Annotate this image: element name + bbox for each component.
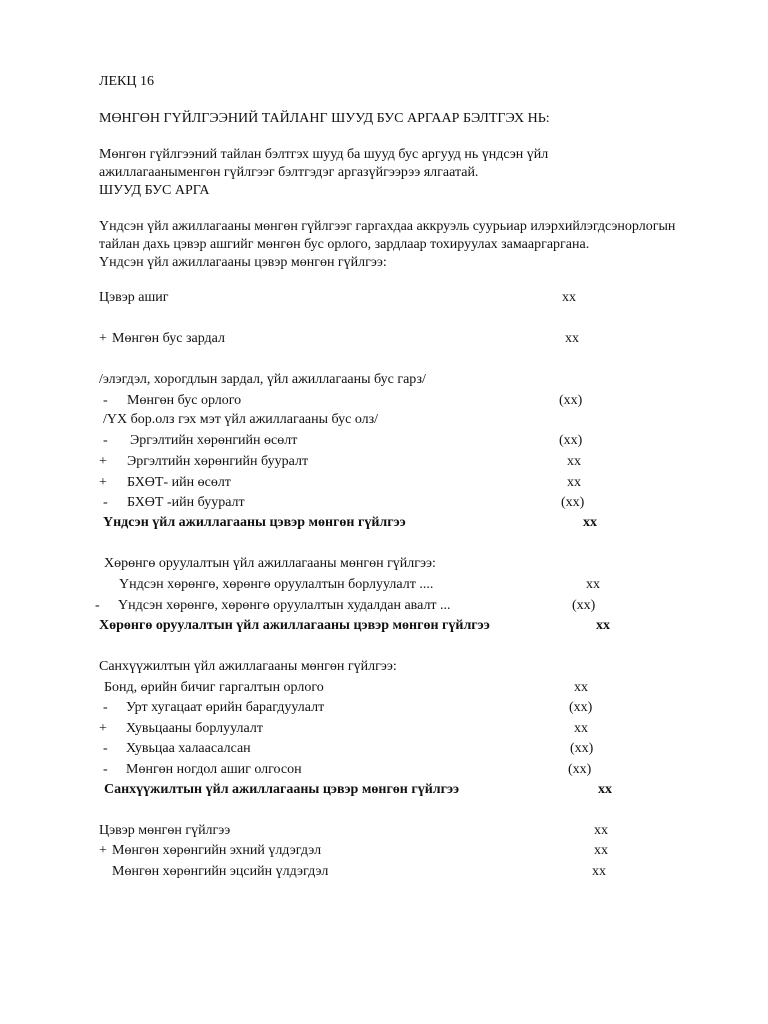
row-value: (xx) [572,598,596,613]
operating-total-label: Үндсэн үйл ажиллагааны цэвэр мөнгөн гүйлгээ [103,515,406,530]
lecture-heading: ЛЕКЦ 16 [99,74,154,89]
row-sign: + [99,843,107,858]
section-header: Хөрөнгө оруулалтын үйл ажиллагааны мөнгөн гүйлгээ: [104,556,436,571]
row-sign: - [103,762,108,777]
method-heading: ШУУД БУС АРГА [99,183,210,198]
investing-total-label: Хөрөнгө оруулалтын үйл ажиллагааны цэвэр мөнгөн гүйлгээ [99,618,490,633]
row-label: БХӨТ- ийн өсөлт [127,475,231,490]
financing-total-label: Санхүүжилтын үйл ажиллагааны цэвэр мөнгөн гүйлгээ [104,782,460,797]
row-sign: - [103,741,108,756]
row-sign: - [103,393,108,408]
row-label: Мөнгөн бус зардал [112,331,225,346]
explain-line: Үндсэн үйл ажиллагааны мөнгөн гүйлгээг гаргахдаа аккруэль суурьиар илэрхийлэгдсэнорлогын [99,219,676,234]
row-sign: + [99,331,107,346]
row-value: xx [586,577,600,592]
row-value: xx [592,864,606,879]
row-label: Үндсэн хөрөнгө, хөрөнгө оруулалтын борлуулалт .... [119,577,434,592]
explain-line: тайлан дахь цэвэр ашгийг мөнгөн бус орлого, зардлаар тохируулах замааргаргана. [99,237,590,252]
explain-line: Үндсэн үйл ажиллагааны цэвэр мөнгөн гүйлгээ: [99,255,387,270]
row-value: (xx) [570,741,594,756]
row-value: (xx) [561,495,585,510]
row-label: Эргэлтийн хөрөнгийн бууралт [127,454,309,469]
row-label: Урт хугацаат өрийн барагдуулалт [126,700,325,715]
operating-total-value: xx [583,515,597,530]
row-sign: - [103,433,108,448]
page-title: МӨНГӨН ГҮЙЛГЭЭНИЙ ТАЙЛАНГ ШУУД БУС АРГААР БЭЛТГЭХ НЬ: [99,111,550,126]
note: /элэгдэл, хорогдлын зардал, үйл ажиллагааны бус гарз/ [99,372,426,387]
note: /ҮХ бор.олз гэх мэт үйл ажиллагааны бус олз/ [103,412,379,427]
row-value: xx [594,823,608,838]
row-value: (xx) [559,393,583,408]
row-label: Эргэлтийн хөрөнгийн өсөлт [130,433,298,448]
row-value: xx [574,680,588,695]
row-label: Үндсэн хөрөнгө, хөрөнгө оруулалтын худалдан авалт ... [118,598,451,613]
row-label: Мөнгөн хөрөнгийн эцсийн үлдэгдэл [112,864,329,879]
row-value: xx [567,475,581,490]
row-value: xx [574,721,588,736]
row-value: (xx) [568,762,592,777]
row-label: Мөнгөн ногдол ашиг олгосон [126,762,302,777]
row-label: БХӨТ -ийн бууралт [127,495,245,510]
row-value: (xx) [569,700,593,715]
row-label: Хувьцаа халаасалсан [126,741,251,756]
row-label: Цэвэр мөнгөн гүйлгээ [99,823,231,838]
row-sign: + [99,454,107,469]
financing-total-value: xx [598,782,612,797]
row-sign: - [103,700,108,715]
row-sign: + [99,475,107,490]
intro-line: Мөнгөн гүйлгээний тайлан бэлтгэх шууд ба шууд бус аргууд нь үндсэн үйл [99,147,549,162]
row-value: xx [565,331,579,346]
row-label: Хувьцааны борлуулалт [126,721,263,736]
investing-total-value: xx [596,618,610,633]
intro-line: ажиллагааныменгөн гүйлгээг бэлтгэдэг аргазүйгээрээ ялгаатай. [99,165,479,180]
row-value: xx [594,843,608,858]
row-label: Мөнгөн бус орлого [127,393,242,408]
row-label: Бонд, өрийн бичиг гаргалтын орлого [104,680,324,695]
row-sign: - [95,598,100,613]
row-label: Мөнгөн хөрөнгийн эхний үлдэгдэл [112,843,322,858]
section-header: Санхүүжилтын үйл ажиллагааны мөнгөн гүйлгээ: [99,659,397,674]
row-value: xx [567,454,581,469]
row-value: (xx) [559,433,583,448]
row-sign: + [99,721,107,736]
row-sign: - [103,495,108,510]
row-value: xx [562,290,576,305]
row-label: Цэвэр ашиг [99,290,169,305]
